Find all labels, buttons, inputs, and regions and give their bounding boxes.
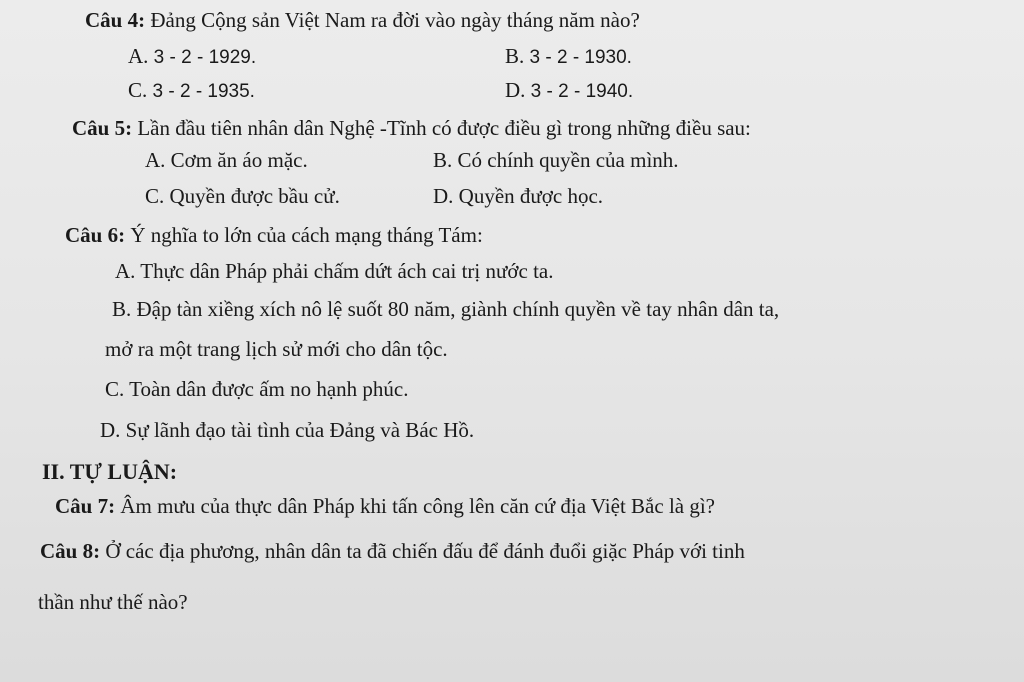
q5-option-b: B. Có chính quyền của mình. (433, 148, 679, 172)
q6-option-a: A. Thực dân Pháp phải chấm dứt ách cai trị nước ta. (115, 259, 554, 283)
q4-option-c (128, 78, 255, 104)
q6-option-d: D. Sự lãnh đạo tài tình của Đảng và Bác Hồ. (100, 418, 475, 442)
q6-label: Câu 6: (65, 223, 126, 247)
q4-line (85, 8, 640, 32)
q4-option-c-prefix: C. (128, 78, 153, 102)
q4-option-b-value: 3 - 2 - 1930. (529, 47, 632, 68)
q6-text: Ý nghĩa to lớn của cách mạng tháng Tám: (125, 223, 483, 247)
q4-option-a (128, 44, 256, 70)
q4-option-b (505, 44, 632, 70)
q5-line (72, 116, 751, 140)
q6-option-c: C. Toàn dân được ấm no hạnh phúc. (105, 377, 409, 401)
q4-option-a-prefix: A. (128, 44, 154, 68)
q8-line1 (40, 539, 745, 563)
q5-option-a: A. Cơm ăn áo mặc. (145, 148, 308, 172)
section2-heading: II. TỰ LUẬN: (42, 459, 178, 484)
q4-option-b-prefix: B. (505, 44, 530, 68)
q7-label: Câu 7: (55, 494, 116, 518)
q4-option-a-value: 3 - 2 - 1929. (153, 47, 257, 68)
q4-label: Câu 4: (85, 8, 146, 32)
q4-option-d (505, 78, 633, 104)
q7-line (55, 494, 715, 518)
q5-label: Câu 5: (72, 116, 133, 140)
q8-text-line1: Ở các địa phương, nhân dân ta đã chiến đấu để đánh đuổi giặc Pháp với tinh (100, 539, 745, 563)
q6-option-b-line2: mở ra một trang lịch sử mới cho dân tộc. (105, 337, 448, 361)
q4-option-d-value: 3 - 2 - 1940. (530, 81, 634, 102)
q5-option-c: C. Quyền được bầu cử. (145, 184, 340, 208)
q4-option-d-prefix: D. (505, 78, 531, 102)
q8-line2: thần như thế nào? (38, 590, 188, 614)
q6-option-b-line1: B. Đập tàn xiềng xích nô lệ suốt 80 năm, giành chính quyền về tay nhân dân ta, (112, 297, 780, 321)
q4-option-c-value: 3 - 2 - 1935. (152, 81, 255, 102)
q7-text: Âm mưu của thực dân Pháp khi tấn công lên căn cứ địa Việt Bắc là gì? (115, 494, 715, 518)
q6-line (65, 223, 483, 247)
q8-label: Câu 8: (40, 539, 101, 563)
q4-text: Đảng Cộng sản Việt Nam ra đời vào ngày tháng năm nào? (145, 8, 640, 32)
q5-option-d: D. Quyền được học. (433, 184, 604, 208)
q5-text: Lần đầu tiên nhân dân Nghệ -Tĩnh có được điều gì trong những điều sau: (132, 116, 751, 140)
